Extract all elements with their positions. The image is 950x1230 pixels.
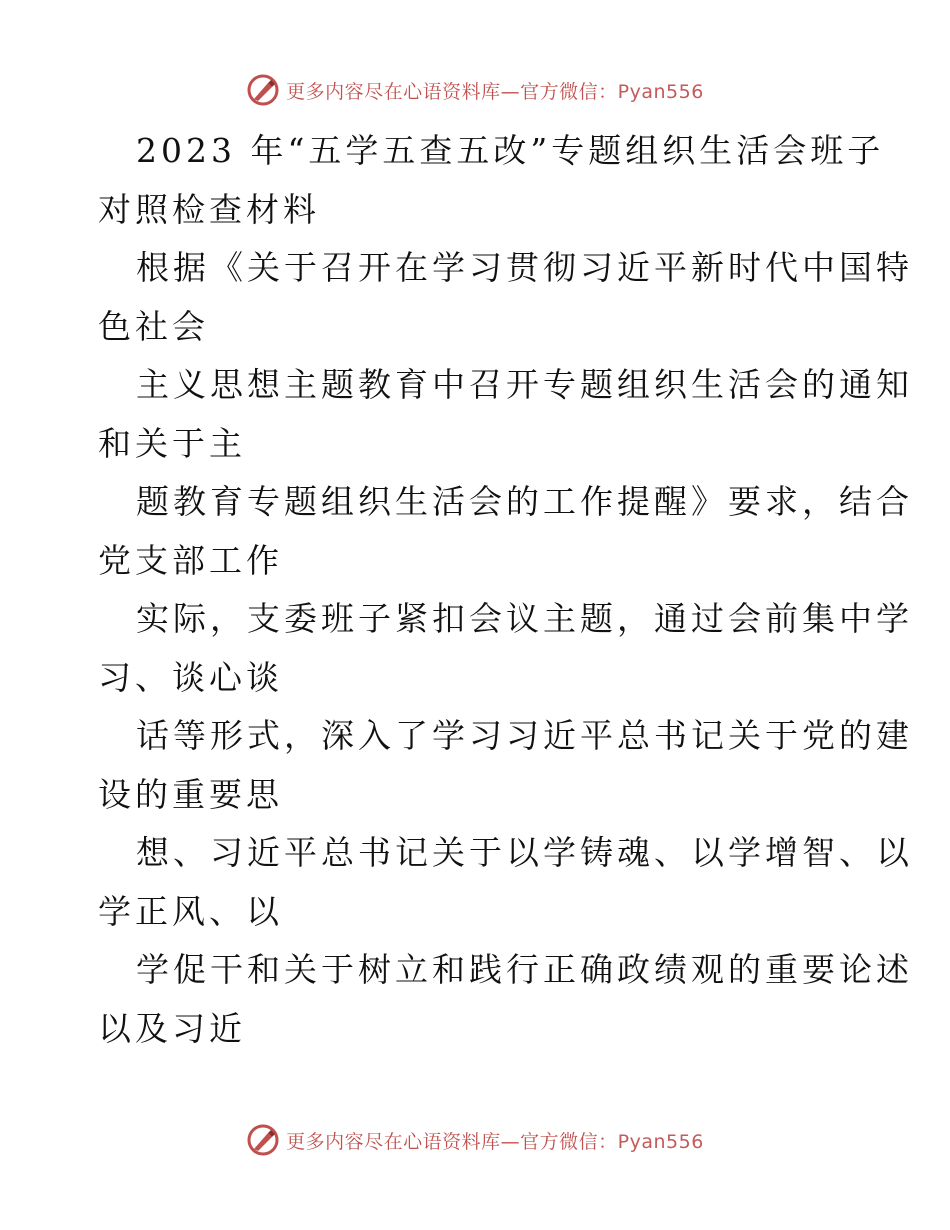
document-line: 和关于主 <box>98 423 246 463</box>
footer-watermark <box>0 1120 950 1160</box>
document-line: 色社会 <box>98 306 209 346</box>
document-line: 对照检查材料 <box>98 189 320 229</box>
document-line: 主义思想主题教育中召开专题组织生活会的通知 <box>136 365 913 404</box>
document-line: 题教育专题组织生活会的工作提醒》要求，结合 <box>136 482 913 521</box>
document-line: 想、习近平总书记关于以学铸魂、以学增智、以 <box>136 833 913 872</box>
document-line: 学促干和关于树立和践行正确政绩观的重要论述 <box>136 950 913 989</box>
document-line: 实际，支委班子紧扣会议主题，通过会前集中学 <box>136 599 913 638</box>
document-line: 以及习近 <box>98 1008 246 1048</box>
document-line: 党支部工作 <box>98 540 283 580</box>
pen-logo-icon <box>246 1123 280 1157</box>
document-line: 学正风、以 <box>98 891 283 931</box>
document-line: 2023 年“五学五查五改”专题组织生活会班子 <box>136 131 885 170</box>
document-line: 根据《关于召开在学习贯彻习近平新时代中国特 <box>136 248 913 287</box>
document-line: 话等形式，深入了学习习近平总书记关于党的建 <box>136 716 913 755</box>
watermark-text: 更多内容尽在心语资料库—官方微信：Pyan556 <box>286 80 704 103</box>
document-line: 设的重要思 <box>98 774 283 814</box>
document-body <box>98 122 913 1058</box>
watermark-text: 更多内容尽在心语资料库—官方微信：Pyan556 <box>286 1130 704 1153</box>
pen-logo-icon <box>246 73 280 107</box>
document-line: 习、谈心谈 <box>98 657 283 697</box>
header-watermark <box>0 70 950 110</box>
